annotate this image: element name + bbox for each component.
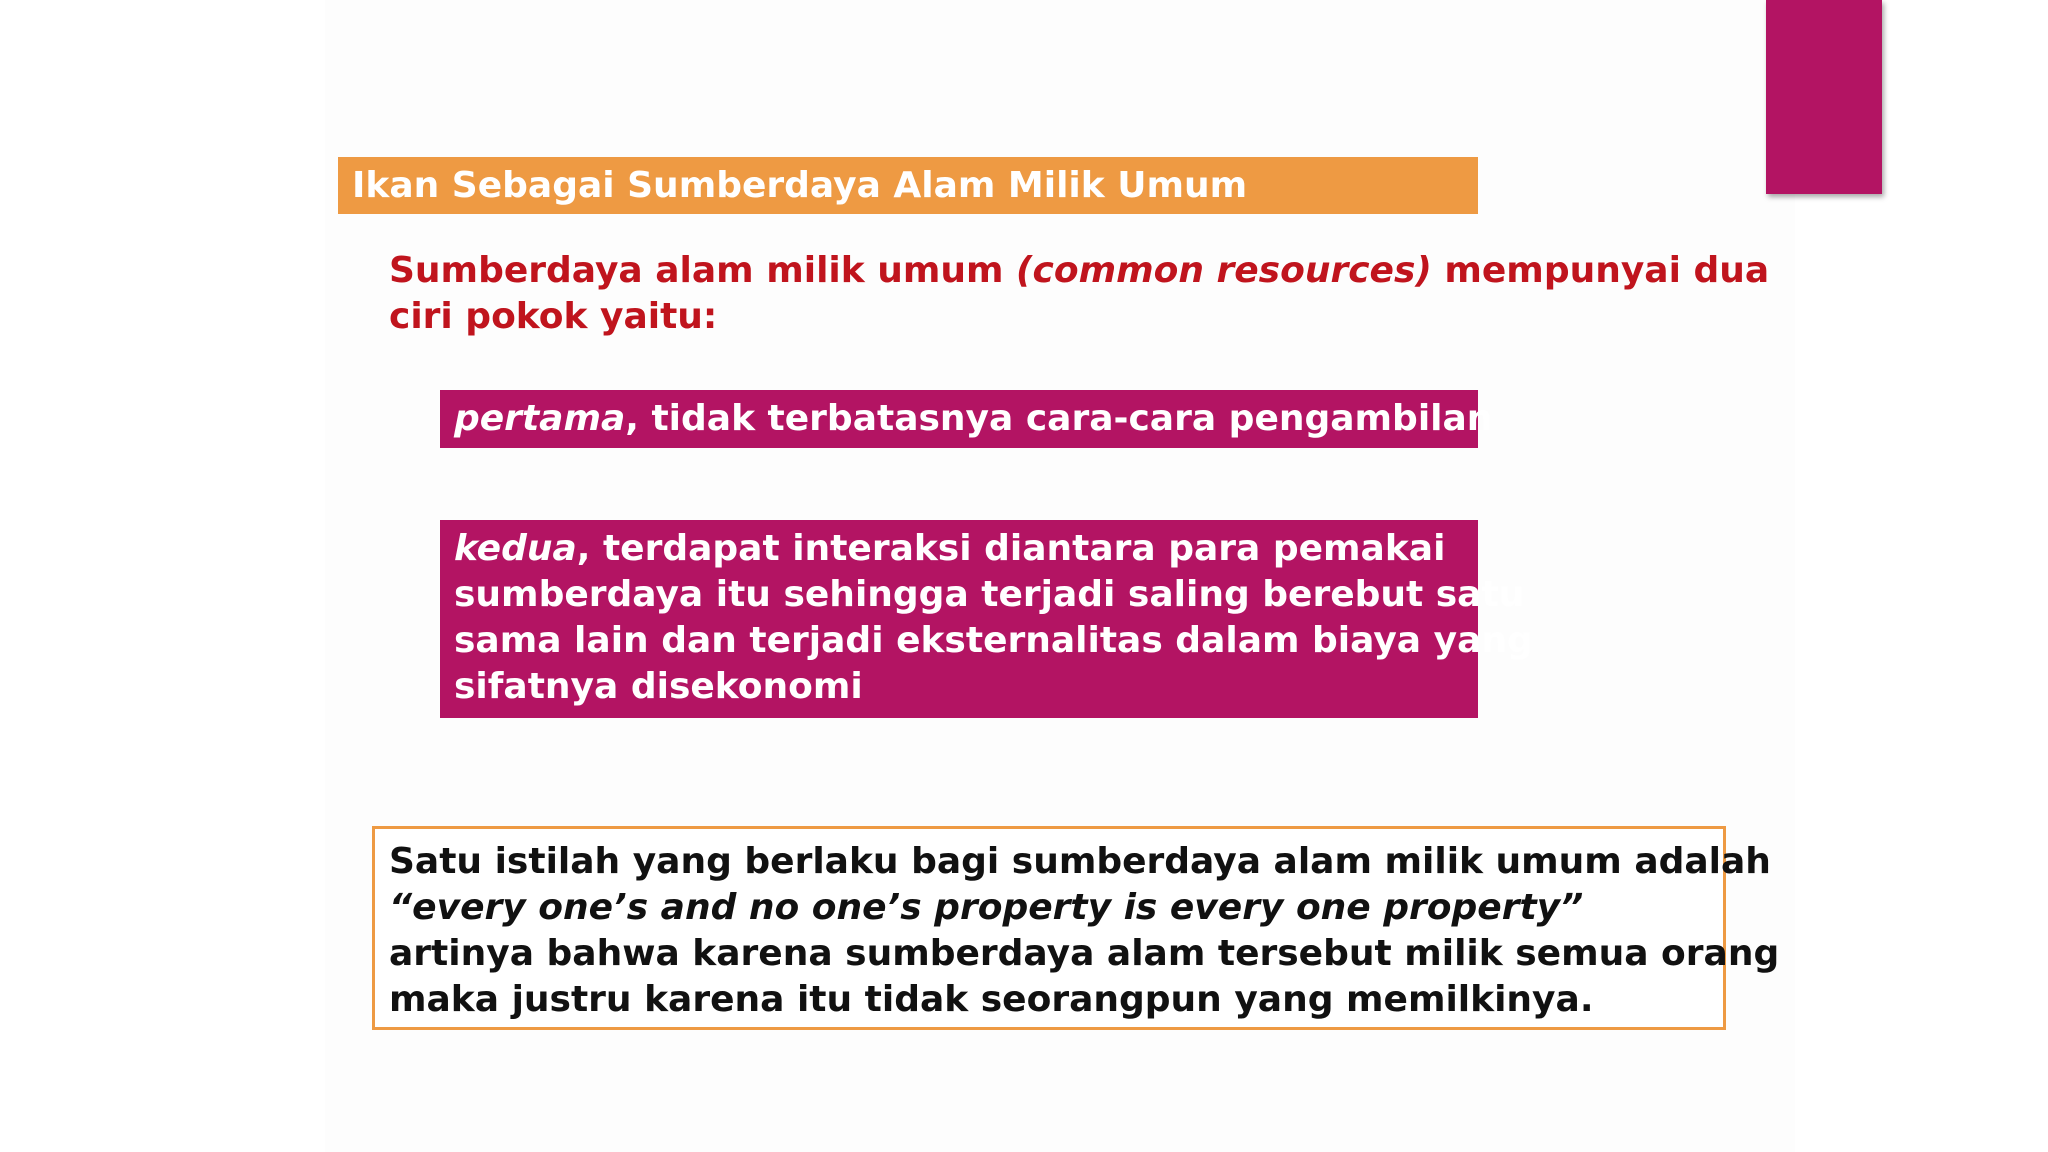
feature-second-keyword: kedua <box>454 528 577 569</box>
quote-box-line-3: artinya bahwa karena sumberdaya alam tersebut milik semua orang <box>389 933 1780 974</box>
quote-box-line-1: Satu istilah yang berlaku bagi sumberdaya alam milik umum adalah <box>389 841 1771 882</box>
feature-second-line-2: sumberdaya itu sehingga terjadi saling berebut satu <box>454 574 1525 615</box>
feature-second-line-4: sifatnya disekonomi <box>454 666 863 707</box>
intro-line-1 <box>389 248 1770 294</box>
feature-second-text-1: , terdapat interaksi diantara para pemakai <box>576 528 1446 569</box>
quote-box <box>372 826 1780 1030</box>
slide-title-bar <box>338 157 1478 214</box>
corner-accent-block <box>1766 0 1882 194</box>
intro-text-start: Sumberdaya alam milik umum <box>389 250 1017 291</box>
quote-box-line-4: maka justru karena itu tidak seorangpun yang memilkinya. <box>389 979 1594 1020</box>
feature-box-first <box>440 390 1493 448</box>
slide-title: Ikan Sebagai Sumberdaya Alam Milik Umum <box>352 165 1248 206</box>
feature-box-second <box>440 520 1533 718</box>
intro-text-end: mempunyai dua <box>1431 250 1770 291</box>
quote-box-quote: “every one’s and no one’s property is every one property” <box>389 887 1584 928</box>
feature-first-text: , tidak terbatasnya cara-cara pengambilan <box>625 398 1493 439</box>
intro-line-2: ciri pokok yaitu: <box>389 296 718 337</box>
feature-second-line-1 <box>454 526 1478 572</box>
feature-first-keyword: pertama <box>454 398 626 439</box>
intro-paragraph <box>389 248 1770 340</box>
intro-italic-term: (common resources) <box>1016 250 1432 291</box>
feature-second-line-3: sama lain dan terjadi eksternalitas dalam biaya yang <box>454 620 1533 661</box>
